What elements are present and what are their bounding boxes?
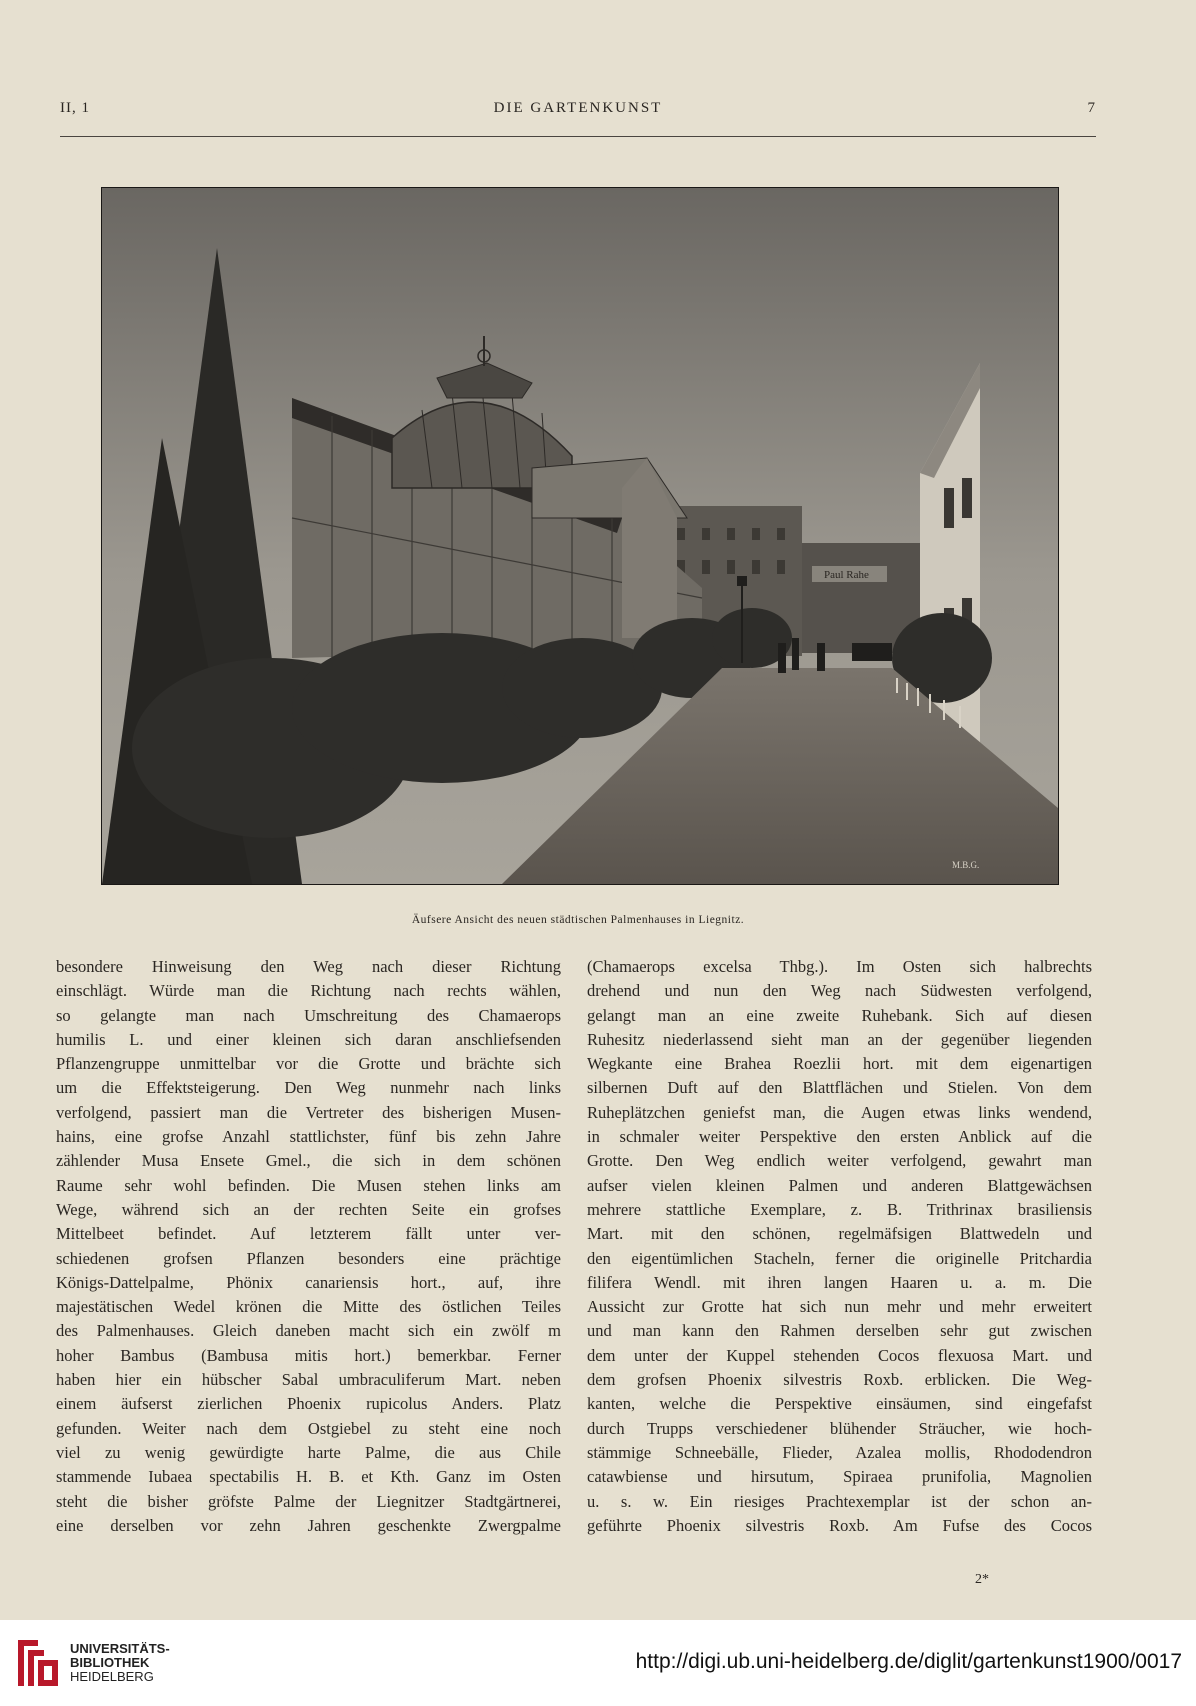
text-line: des Palmenhauses. Gleich daneben macht sich ein zwölf m [56,1321,561,1341]
text-line: in schmaler weiter Perspektive den ersten Anblick auf die [587,1127,1092,1147]
text-line: gelangt man an eine zweite Ruhebank. Sich auf diesen [587,1005,1092,1025]
text-line: einschlägt. Würde man die Richtung nach rechts wählen, [56,981,561,1001]
library-name [70,1642,170,1684]
text-line: (Chamaerops excelsa Thbg.). Im Osten sich halbrechts [587,957,1092,976]
text-line: und man kann den Rahmen derselben sehr gut zwischen [587,1321,1092,1341]
library-line-3: HEIDELBERG [70,1669,154,1684]
permalink-url[interactable]: http://digi.ub.uni-heidelberg.de/diglit/gartenkunst1900/0017 [635,1650,1182,1673]
text-line: Grotte. Den Weg endlich weiter verfolgend, gewahrt man [587,1151,1092,1171]
text-line: zählender Musa Ensete Gmel., die sich in dem schönen [56,1151,561,1171]
volume-number: II, 1 [60,100,90,116]
text-line: geführte Phoenix silvestris Roxb. Am Fufse des Cocos [587,1515,1092,1535]
text-line: Ruhesitz niederlassend sieht man an der gegenüber liegenden [587,1029,1092,1049]
text-line: eine derselben vor zehn Jahren geschenkte Zwergpalme [56,1515,561,1535]
text-line: Raume sehr wohl befinden. Die Musen stehen links am [56,1175,561,1195]
journal-title: DIE GARTENKUNST [493,100,663,116]
university-library-logo-icon [14,1636,62,1690]
text-line: haben hier ein hübscher Sabal umbraculiferum Mart. neben [56,1370,561,1390]
library-line-2: BIBLIOTHEK [70,1655,150,1670]
text-line: gefunden. Weiter nach dem Ostgiebel zu steht eine noch [56,1418,561,1438]
text-line: so gelangte man nach Umschreitung des Chamaerops [56,1005,561,1025]
text-line: stammende Iubaea spectabilis H. B. et Kth. Ganz im Osten [56,1467,561,1487]
shop-sign-text: Paul Rahe [824,569,869,581]
left-text-column [56,955,561,1538]
text-line: einem äufserst zierlichen Phoenix rupicolus Anders. Platz [56,1394,561,1414]
text-line: humilis L. und einer kleinen sich daran anschliefsenden [56,1029,561,1049]
text-line: majestätischen Wedel krönen die Mitte des östlichen Teiles [56,1297,561,1317]
text-line: silbernen Duft auf den Blattflächen und Stielen. Von dem [587,1078,1092,1098]
figure-caption: Äufsere Ansicht des neuen städtischen Palmenhauses in Liegnitz. [411,914,745,926]
photo-engraver-mark: M.B.G. [952,860,980,870]
signature-mark: 2* [975,1572,989,1587]
text-line: besondere Hinweisung den Weg nach dieser Richtung [56,957,561,976]
text-line: Wege, während sich an der rechten Seite ein grofses [56,1199,561,1219]
text-line: viel zu wenig gewürdigte harte Palme, die aus Chile [56,1442,561,1462]
text-line: filifera Wendl. mit ihren langen Haaren u. a. m. Die [587,1272,1092,1292]
right-text-column [587,955,1092,1538]
text-line: Aussicht zur Grotte hat sich nun mehr und mehr erweitert [587,1297,1092,1317]
text-line: drehend und nun den Weg nach Südwesten verfolgend, [587,981,1092,1001]
palm-house-photograph [101,187,1059,885]
text-line: durch Trupps verschiedener blühender Sträucher, wie hoch- [587,1418,1092,1438]
text-line: verfolgend, passiert man die Vertreter des bisherigen Musen- [56,1102,561,1122]
text-line: dem grofsen Phoenix silvestris Roxb. erblicken. Die Weg- [587,1370,1092,1390]
text-line: schiedenen grofsen Pflanzen besonders eine prächtige [56,1248,561,1268]
text-line: kanten, welche die Perspektive einsäumen, sind eingefafst [587,1394,1092,1414]
text-line: mehrere stattliche Exemplare, z. B. Trithrinax brasiliensis [587,1199,1092,1219]
text-line: stämmige Schneebälle, Flieder, Azalea mollis, Rhododendron [587,1442,1092,1462]
digitization-footer [0,1620,1196,1706]
header-rule [60,136,1096,137]
text-line: Pflanzengruppe unmittelbar vor die Grotte und brächte sich [56,1054,561,1074]
text-line: dem unter der Kuppel stehenden Cocos flexuosa Mart. und [587,1345,1092,1365]
library-line-1: UNIVERSITÄTS- [70,1641,170,1656]
palm-house-illustration [102,188,1058,884]
text-line: aufser vielen kleinen Palmen und anderen Blattgewächsen [587,1175,1092,1195]
text-line: Königs-Dattelpalme, Phönix canariensis hort., auf, ihre [56,1272,561,1292]
page-number: 7 [1087,100,1096,116]
text-line: hains, eine grofse Anzahl stattlichster, fünf bis zehn Jahre [56,1127,561,1147]
text-line: steht die bisher gröfste Palme der Liegnitzer Stadtgärtnerei, [56,1491,561,1511]
text-line: Mittelbeet befindet. Auf letzterem fällt unter ver- [56,1224,561,1244]
text-line: hoher Bambus (Bambusa mitis hort.) bemerkbar. Ferner [56,1345,561,1365]
text-line: Wegkante eine Brahea Roezlii hort. mit dem eigenartigen [587,1054,1092,1074]
text-line: catawbiense und hirsutum, Spiraea prunifolia, Magnolien [587,1467,1092,1487]
text-line: u. s. w. Ein riesiges Prachtexemplar ist der schon an- [587,1491,1092,1511]
running-header [60,100,1096,124]
text-line: Ruheplätzchen geniefst man, die Augen etwas links wendend, [587,1102,1092,1122]
text-line: um die Effektsteigerung. Den Weg nunmehr nach links [56,1078,561,1098]
text-line: Mart. mit den schönen, regelmäfsigen Blattwedeln und [587,1224,1092,1244]
text-line: den eigentümlichen Stacheln, ferner die originelle Pritchardia [587,1248,1092,1268]
